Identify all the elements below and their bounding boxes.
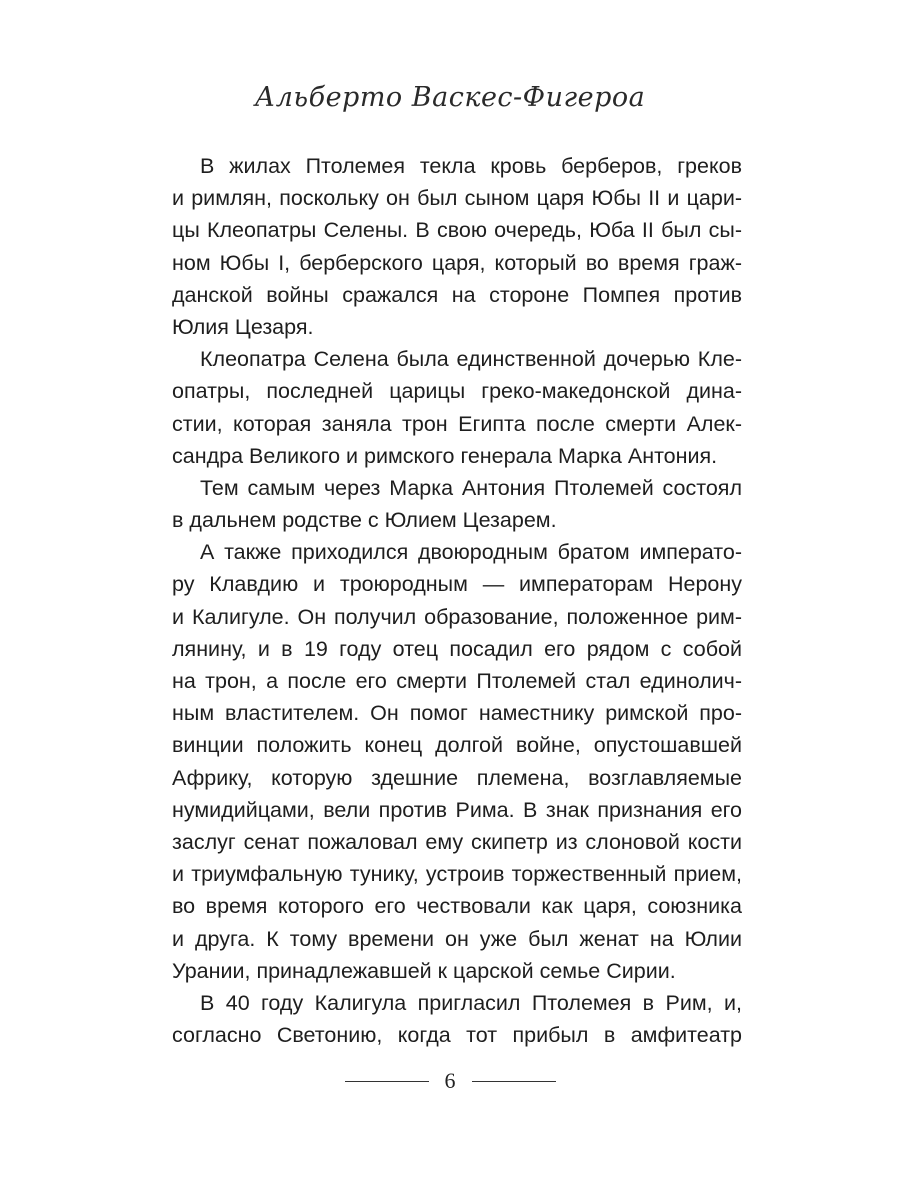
text-line: А также приходился двоюродным братом императо-: [200, 540, 742, 565]
text-line: стии, которая заняла трон Египта после смерти Алек-: [172, 411, 742, 436]
folio-rule-right: [472, 1081, 556, 1082]
text-line: и римлян, поскольку он был сыном царя Юбы II и цари-: [172, 186, 742, 211]
text-line: и друга. К тому времени он уже был женат на Юлии: [172, 926, 742, 951]
text-line: данской войны сражался на стороне Помпея против: [172, 282, 742, 307]
text-line: во время которого его чествовали как царя, союзника: [172, 894, 742, 919]
text-line: Юлия Цезаря.: [172, 314, 314, 339]
text-line: ным властителем. Он помог наместнику римской про-: [172, 701, 742, 726]
text-line: Клеопатра Селена была единственной дочерью Кле-: [200, 347, 742, 372]
text-line: винции положить конец долгой войне, опустошавшей: [172, 733, 742, 758]
text-line: и триумфальную тунику, устроив торжественный прием,: [172, 862, 742, 887]
text-line: и Калигуле. Он получил образование, положенное рим-: [172, 604, 742, 629]
text-line: ном Юбы I, берберского царя, который во время граж-: [172, 250, 742, 275]
text-line: лянину, и в 19 году отец посадил его рядом с собой: [172, 636, 742, 661]
folio-rule-left: [345, 1081, 429, 1082]
text-line: заслуг сенат пожаловал ему скипетр из слоновой кости: [172, 829, 742, 854]
text-line: нумидийцами, вели против Рима. В знак признания его: [172, 797, 742, 822]
text-line: в дальнем родстве с Юлием Цезарем.: [172, 508, 557, 533]
paragraph-3: [172, 472, 742, 536]
text-line: Африку, которую здешние племена, возглавляемые: [172, 765, 742, 790]
text-line: В жилах Птолемея текла кровь берберов, греков: [200, 154, 742, 178]
text-line: Тем самым через Марка Антония Птолемей состоял: [200, 475, 742, 500]
page-number: 6: [444, 1068, 456, 1093]
text-line: сандра Великого и римского генерала Марка Антония.: [172, 443, 718, 468]
text-line: на трон, а после его смерти Птолемей стал единолич-: [172, 669, 742, 693]
text-line: ру Клавдию и троюродным — императорам Нерону: [172, 572, 742, 597]
running-head-author: Альберто Васкес-Фигероа: [254, 82, 646, 113]
paragraph-1: [172, 150, 742, 343]
text-line: цы Клеопатры Селены. В свою очередь, Юба II был сы-: [172, 218, 742, 243]
text-line: Урании, принадлежавшей к царской семье Сирии.: [172, 958, 676, 983]
text-line: опатры, последней царицы греко-македонской дина-: [172, 379, 742, 404]
body-text: [172, 150, 742, 1051]
page-footer: [0, 1068, 900, 1094]
paragraph-4: [172, 536, 742, 987]
text-line: В 40 году Калигула пригласил Птолемея в Рим, и,: [200, 990, 742, 1015]
paragraph-5: [172, 987, 742, 1051]
paragraph-2: [172, 343, 742, 472]
text-line: согласно Светонию, когда тот прибыл в амфитеатр: [172, 1023, 742, 1048]
